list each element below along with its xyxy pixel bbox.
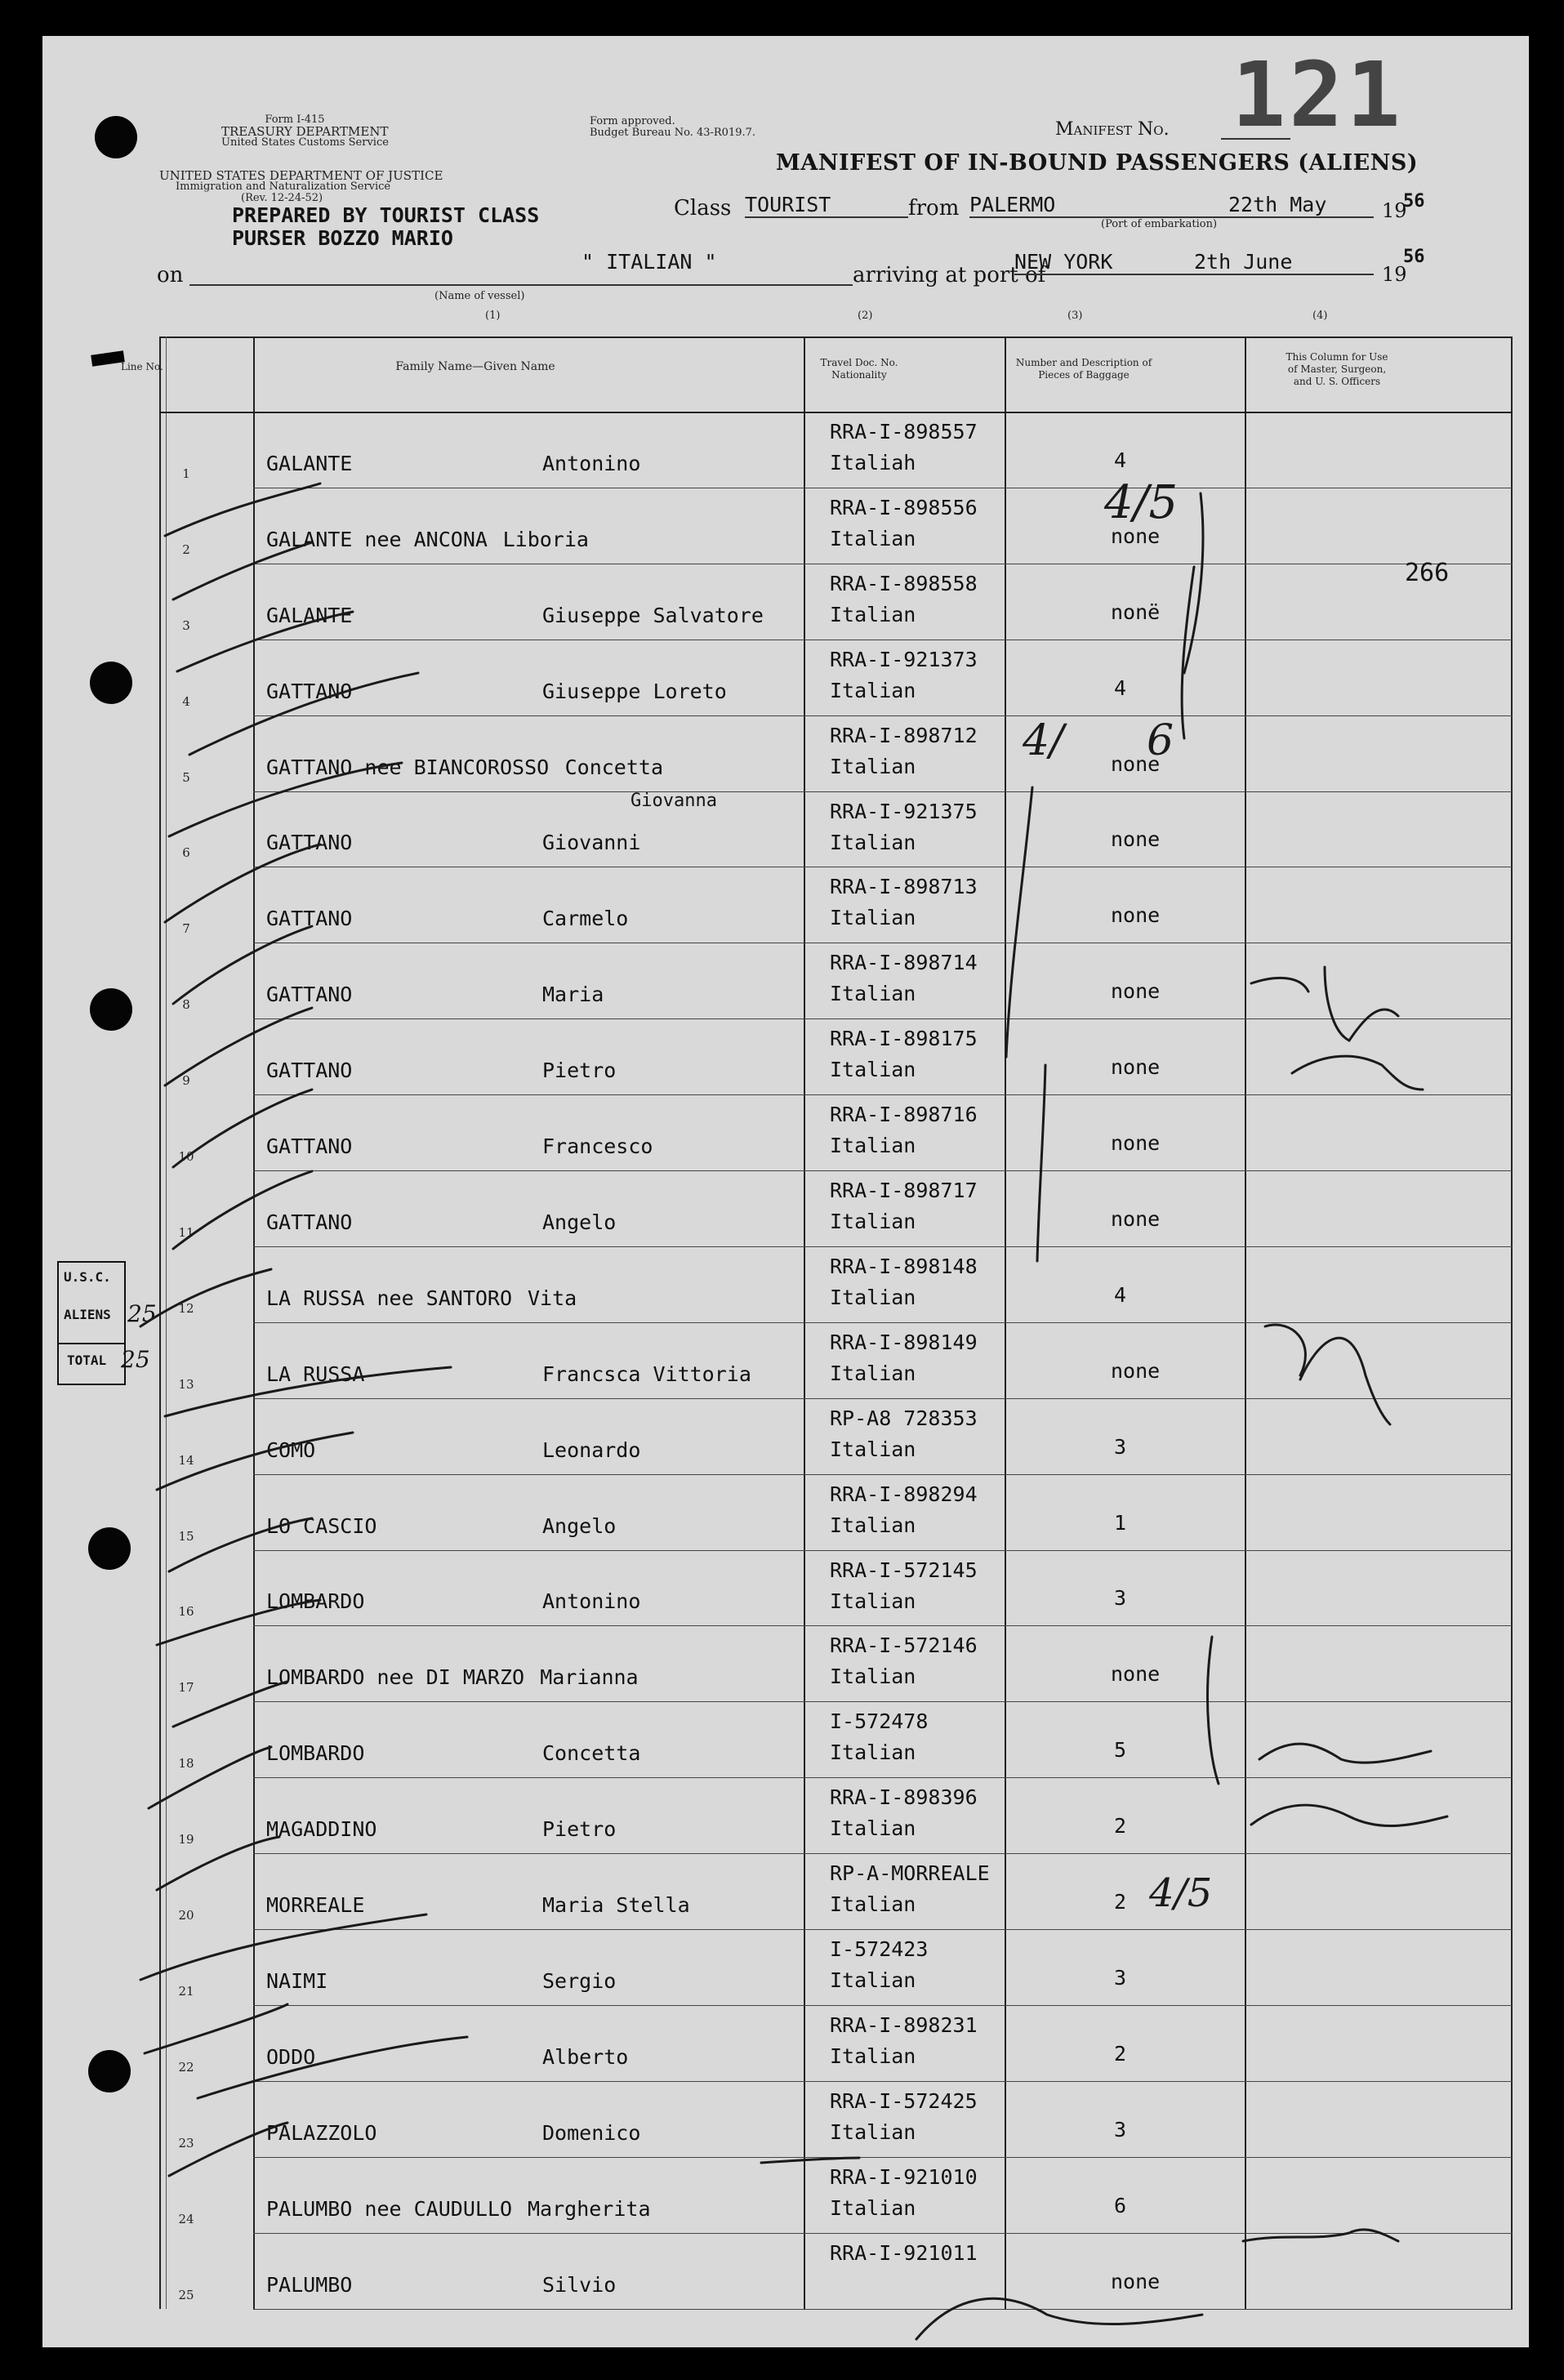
passenger-family-name: PALUMBO: [266, 2272, 353, 2297]
passenger-given-name: Domenico: [542, 2120, 641, 2145]
baggage-count: 2: [1114, 2041, 1127, 2066]
travel-doc-number: RRA-I-898557: [830, 420, 978, 443]
travel-doc-number: RRA-I-921375: [830, 799, 978, 823]
nationality: Italian: [830, 830, 916, 854]
passenger-family-name: ODDO: [266, 2044, 316, 2069]
hand-row19: 4/5: [1149, 1870, 1213, 1916]
travel-doc-number: RRA-I-898556: [830, 495, 978, 519]
nationality: Italian: [830, 678, 916, 702]
baggage-count: none: [1111, 2269, 1161, 2293]
passenger-family-name: GATTANO: [266, 983, 353, 1007]
baggage-count: nonë: [1111, 599, 1161, 624]
passenger-family-name: GATTANO: [266, 1134, 353, 1158]
row-number: 1: [182, 466, 190, 481]
passenger-family-name: LA RUSSA: [266, 1362, 365, 1386]
manifest-no-label: Manifest No.: [1055, 119, 1170, 140]
vessel-caption: (Name of vessel): [434, 290, 525, 302]
baggage-count: none: [1111, 827, 1161, 852]
punch-hole: [95, 116, 137, 158]
passenger-given-name: Francesco: [542, 1134, 653, 1158]
passenger-given-name: Marianna: [540, 1665, 639, 1690]
travel-doc-number: RRA-I-898713: [830, 875, 978, 899]
row-number: 22: [178, 2059, 194, 2075]
passenger-given-name: Margherita: [528, 2196, 651, 2221]
passenger-given-name: Alberto: [542, 2044, 629, 2069]
agency-line: Immigration and Naturalization Service: [176, 181, 391, 193]
passenger-given-name: Antonino: [542, 1589, 641, 1614]
passenger-given-name: Antonino: [542, 451, 641, 475]
passenger-given-name: Pietro: [542, 1059, 617, 1083]
manifest-sheet: [42, 36, 1529, 2347]
travel-doc-number: RRA-I-572425: [830, 2088, 978, 2113]
manifest-title: MANIFEST OF IN-BOUND PASSENGERS (ALIENS): [776, 150, 1419, 176]
hand-row1: 4/5: [1104, 476, 1179, 529]
nationality: Italian: [830, 1134, 916, 1158]
col-header-doc-line: Nationality: [831, 369, 887, 381]
passenger-given-name: Concetta: [564, 755, 664, 779]
passenger-given-name: Maria: [542, 983, 604, 1007]
travel-doc-number: I-572423: [830, 1937, 929, 1961]
passenger-given-name: Giovanni: [542, 831, 641, 855]
travel-doc-number: RRA-I-898396: [830, 1785, 978, 1810]
nationality: Italiah: [830, 451, 916, 475]
baggage-count: none: [1111, 524, 1161, 548]
travel-doc-number: RP-A-MORREALE: [830, 1861, 990, 1886]
depart-year: 56: [1403, 191, 1425, 212]
form-line: Form I-415: [265, 114, 325, 126]
row-number: 15: [178, 1528, 194, 1544]
row-number: 10: [178, 1149, 194, 1164]
baggage-count: 2: [1114, 1890, 1127, 1914]
nationality: Italian: [830, 526, 916, 550]
passenger-given-name: Pietro: [542, 1817, 617, 1842]
baggage-count: none: [1111, 751, 1161, 776]
passenger-family-name: GATTANO: [266, 679, 353, 703]
col-number-4: (4): [1312, 310, 1328, 322]
passenger-given-name: Leonardo: [542, 1437, 641, 1462]
handwriting-overlay: [42, 36, 1529, 2347]
stamp-aliens-label: ALIENS: [64, 1307, 111, 1322]
travel-doc-number: RRA-I-572145: [830, 1558, 978, 1582]
baggage-count: 4: [1114, 675, 1127, 700]
nationality: Italian: [830, 1437, 916, 1461]
col-header-name: Family Name—Given Name: [395, 360, 555, 373]
row-number: 4: [182, 693, 190, 709]
nationality: Italian: [830, 1210, 916, 1233]
passenger-given-name: Sergio: [542, 1968, 617, 1993]
travel-doc-number: RRA-I-898149: [830, 1330, 978, 1354]
baggage-count: none: [1111, 1055, 1161, 1080]
row-number: 8: [182, 997, 190, 1013]
row-number: 16: [178, 1604, 194, 1620]
col-number-1: (1): [485, 310, 501, 322]
passenger-family-name: LOMBARDO nee DI MARZO: [266, 1665, 525, 1690]
nationality: Italian: [830, 982, 916, 1006]
passenger-family-name: GALANTE: [266, 603, 353, 627]
col-header-officers-line: of Master, Surgeon,: [1287, 363, 1387, 375]
agency-line: (Rev. 12-24-52): [241, 192, 323, 204]
passenger-family-name: GALANTE nee ANCONA: [266, 527, 488, 551]
nationality: Italian: [830, 1589, 916, 1613]
year-prefix: 19: [1382, 199, 1407, 222]
stamp-aliens-value: 25: [127, 1300, 157, 1327]
travel-doc-number: RP-A8 728353: [830, 1406, 978, 1430]
passenger-family-name: MAGADDINO: [266, 1817, 377, 1842]
baggage-count: none: [1111, 1662, 1161, 1687]
prepared-line: PURSER BOZZO MARIO: [232, 226, 453, 250]
arrival-port: NEW YORK: [1014, 250, 1374, 275]
passenger-family-name: GATTANO: [266, 1059, 353, 1083]
travel-doc-number: RRA-I-921010: [830, 2164, 978, 2189]
travel-doc-number: RRA-I-898294: [830, 1482, 978, 1506]
passenger-family-name: LOMBARDO: [266, 1741, 365, 1766]
arrival-date: 2th June: [1194, 250, 1293, 274]
row-number: 9: [182, 1073, 190, 1089]
baggage-count: 1: [1114, 1510, 1127, 1535]
nationality: Italian: [830, 1816, 916, 1841]
row-number: 14: [178, 1452, 194, 1468]
row-number: 11: [178, 1224, 194, 1240]
col-header-line: Line No.: [121, 361, 163, 372]
punch-hole: [90, 988, 132, 1031]
baggage-count: 4: [1114, 1282, 1127, 1307]
row-number: 6: [182, 845, 190, 861]
row-number: 23: [178, 2135, 194, 2150]
nationality: Italian: [830, 1285, 916, 1309]
punch-hole: [88, 2050, 131, 2093]
class-value: TOURIST: [745, 193, 908, 218]
hand-row4: 4/: [1023, 716, 1064, 765]
from-label: from: [908, 196, 960, 221]
nationality: Italian: [830, 1665, 916, 1689]
vessel-name: " ITALIAN ": [581, 250, 717, 274]
baggage-count: none: [1111, 903, 1161, 928]
passenger-given-name: Angelo: [542, 1210, 617, 1234]
baggage-count: none: [1111, 1358, 1161, 1383]
col-number-2: (2): [858, 310, 873, 322]
baggage-count: 6: [1114, 2193, 1127, 2217]
row-number: 2: [182, 542, 190, 557]
passenger-family-name: GATTANO: [266, 1210, 353, 1234]
approval-line: Budget Bureau No. 43-R019.7.: [590, 127, 756, 139]
baggage-count: 3: [1114, 1586, 1127, 1611]
class-label: Class: [674, 196, 732, 221]
nationality: Italian: [830, 1968, 916, 1992]
on-label: on: [157, 263, 184, 287]
passenger-given-name: Liboria: [502, 527, 589, 551]
agency-line: UNITED STATES DEPARTMENT OF JUSTICE: [159, 168, 443, 183]
row-number: 17: [178, 1680, 194, 1696]
passenger-given-name: Giuseppe Loreto: [542, 679, 727, 703]
travel-doc-number: RRA-I-898714: [830, 951, 978, 975]
baggage-count: none: [1111, 1131, 1161, 1155]
travel-doc-number: RRA-I-898712: [830, 723, 978, 747]
col-number-3: (3): [1067, 310, 1083, 322]
passenger-family-name: PALAZZOLO: [266, 2120, 377, 2145]
nationality: Italian: [830, 1513, 916, 1537]
nationality: Italian: [830, 1740, 916, 1765]
stamp-usc: U.S.C.: [64, 1269, 111, 1285]
baggage-count: 4: [1114, 448, 1127, 472]
travel-doc-number: RRA-I-921373: [830, 647, 978, 671]
port-caption: (Port of embarkation): [1101, 218, 1218, 230]
hand-row4-six: 6: [1147, 716, 1174, 765]
baggage-count: 3: [1114, 1965, 1127, 1990]
passenger-given-name: Francsca Vittoria: [542, 1362, 751, 1386]
passenger-family-name: GATTANO: [266, 907, 353, 931]
punch-hole: [88, 1527, 131, 1570]
travel-doc-number: RRA-I-921011: [830, 2240, 978, 2265]
travel-doc-number: RRA-I-898716: [830, 1103, 978, 1127]
passenger-family-name: LOMBARDO: [266, 1589, 365, 1614]
row-number: 21: [178, 1983, 194, 1999]
baggage-count: 5: [1114, 1738, 1127, 1763]
form-line: TREASURY DEPARTMENT: [221, 124, 389, 139]
nationality: Italian: [830, 1361, 916, 1385]
nationality: Italian: [830, 1892, 916, 1917]
baggage-count: 2: [1114, 1814, 1127, 1838]
travel-doc-number: RRA-I-898558: [830, 571, 978, 595]
nationality: Italian: [830, 602, 916, 626]
nationality: Italian: [830, 2119, 916, 2144]
passenger-given-name: Concetta: [542, 1741, 641, 1766]
passenger-family-name: MORREALE: [266, 1893, 365, 1917]
travel-doc-number: RRA-I-898231: [830, 2012, 978, 2037]
passenger-family-name: NAIMI: [266, 1968, 328, 1993]
travel-doc-number: I-572478: [830, 1709, 929, 1734]
passenger-given-name: Angelo: [542, 1513, 617, 1538]
row-number: 18: [178, 1756, 194, 1772]
passenger-family-name: COMO: [266, 1437, 316, 1462]
row-number: 25: [178, 2287, 194, 2302]
stamp-total-value: 25: [121, 1346, 150, 1373]
officer-note-266: 266: [1405, 559, 1450, 587]
row-number: 19: [178, 1832, 194, 1847]
row-number: 3: [182, 617, 190, 633]
row-number: 12: [178, 1300, 194, 1316]
baggage-count: none: [1111, 1206, 1161, 1231]
row5-extra-given: Giovanna: [631, 791, 717, 811]
baggage-count: 3: [1114, 2117, 1127, 2142]
depart-date: 22th May: [1228, 193, 1327, 216]
nationality: Italian: [830, 754, 916, 778]
nationality: Italian: [830, 2044, 916, 2068]
arrival-year-prefix: 19: [1382, 263, 1407, 286]
row-number: 24: [178, 2211, 194, 2226]
prepared-line: PREPARED BY TOURIST CLASS: [232, 203, 540, 227]
nationality: Italian: [830, 906, 916, 930]
travel-doc-number: RRA-I-898175: [830, 1027, 978, 1051]
arrival-year: 56: [1403, 247, 1425, 267]
approval-line: Form approved.: [590, 115, 675, 127]
passenger-family-name: GATTANO nee BIANCOROSSO: [266, 755, 550, 779]
row-number: 5: [182, 769, 190, 785]
col-header-officers-line: and U. S. Officers: [1293, 376, 1381, 387]
form-line: United States Customs Service: [221, 136, 389, 149]
manifest-number: 121: [1232, 42, 1404, 147]
travel-doc-number: RRA-I-898148: [830, 1254, 978, 1278]
passenger-family-name: LA RUSSA nee SANTORO: [266, 1286, 513, 1310]
baggage-count: 3: [1114, 1434, 1127, 1459]
from-value: PALERMO: [969, 193, 1374, 218]
nationality: Italian: [830, 1058, 916, 1082]
travel-doc-number: RRA-I-572146: [830, 1633, 978, 1658]
passenger-family-name: PALUMBO nee CAUDULLO: [266, 2196, 513, 2221]
arriving-label: arriving at port of: [853, 263, 1046, 287]
row-number: 20: [178, 1908, 194, 1923]
passenger-given-name: Carmelo: [542, 907, 629, 931]
passenger-family-name: LO CASCIO: [266, 1513, 377, 1538]
passenger-given-name: Vita: [528, 1286, 577, 1310]
travel-doc-number: RRA-I-898717: [830, 1179, 978, 1202]
col-header-baggage-line: Number and Description of: [1015, 357, 1152, 368]
punch-hole: [90, 662, 132, 704]
col-header-doc-line: Travel Doc. No.: [820, 357, 898, 368]
passenger-given-name: Maria Stella: [542, 1893, 690, 1917]
passenger-given-name: Giuseppe Salvatore: [542, 603, 764, 627]
stamp-total-label: TOTAL: [67, 1353, 107, 1368]
passenger-given-name: Silvio: [542, 2272, 617, 2297]
col-header-officers-line: This Column for Use: [1286, 351, 1388, 363]
row-number: 7: [182, 921, 190, 937]
col-header-baggage-line: Pieces of Baggage: [1038, 369, 1130, 381]
passenger-family-name: GATTANO: [266, 831, 353, 855]
passenger-family-name: GALANTE: [266, 451, 353, 475]
row-number: 13: [178, 1376, 194, 1392]
baggage-count: none: [1111, 979, 1161, 1004]
nationality: Italian: [830, 2195, 916, 2220]
